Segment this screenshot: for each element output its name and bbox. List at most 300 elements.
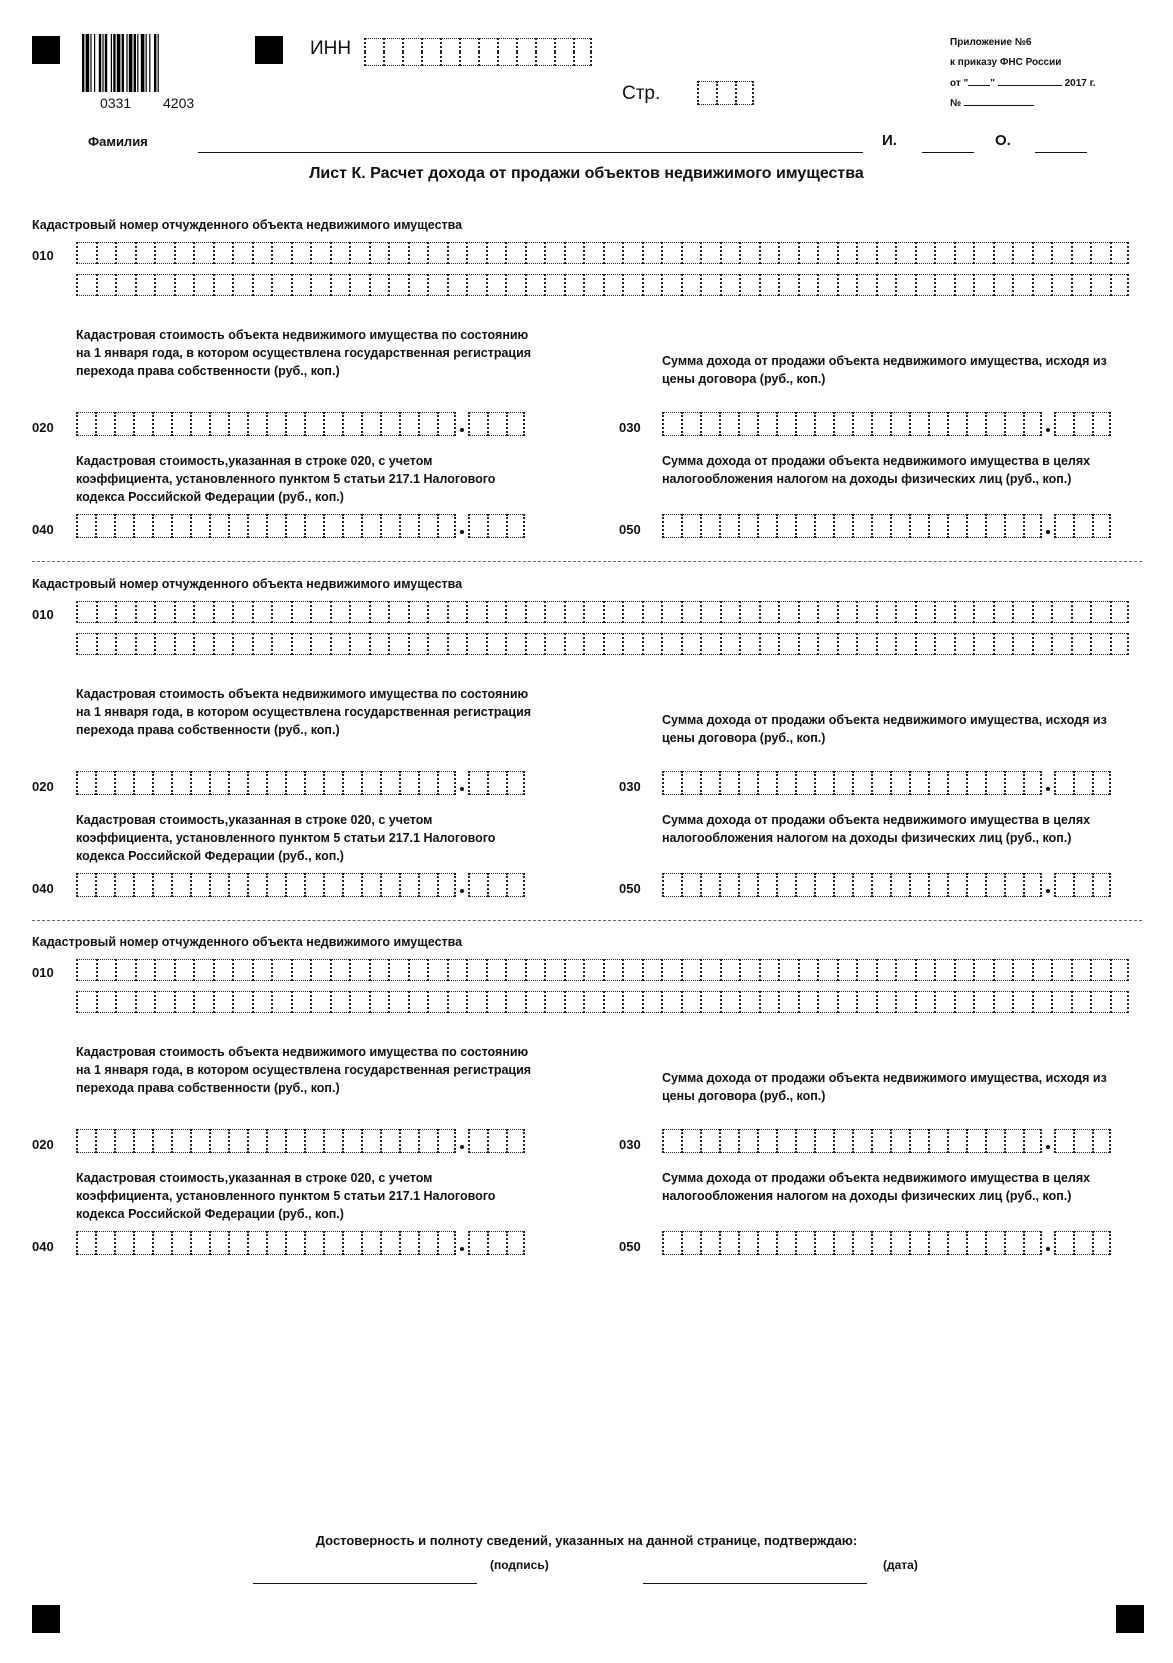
- page-number-cells[interactable]: [697, 81, 754, 105]
- cadastral-digit-cell[interactable]: [154, 274, 174, 296]
- digit-cell[interactable]: [304, 1231, 323, 1255]
- inn-digit-cell[interactable]: [573, 38, 592, 52]
- cadastral-digit-cell[interactable]: [193, 991, 213, 1013]
- cadastral-digit-cell[interactable]: [720, 991, 740, 1013]
- kopek-cell[interactable]: [487, 771, 506, 795]
- digit-cell[interactable]: [928, 771, 947, 795]
- inn-digit-cell[interactable]: [516, 38, 535, 52]
- digit-cell[interactable]: [947, 873, 966, 897]
- cadastral-digit-cell[interactable]: [603, 274, 623, 296]
- digit-cell[interactable]: [133, 873, 152, 897]
- cadastral-digit-cell[interactable]: [193, 274, 213, 296]
- digit-cell[interactable]: [1004, 771, 1023, 795]
- cadastral-digit-cell[interactable]: [564, 633, 584, 655]
- digit-cell[interactable]: [152, 1231, 171, 1255]
- cadastral-digit-cell[interactable]: [427, 274, 447, 296]
- cadastral-digit-cell[interactable]: [408, 991, 428, 1013]
- cadastral-digit-cell[interactable]: [505, 991, 525, 1013]
- cadastral-digit-cell[interactable]: [76, 242, 96, 264]
- digit-cell[interactable]: [700, 514, 719, 538]
- cadastral-digit-cell[interactable]: [525, 274, 545, 296]
- cadastral-digit-cell[interactable]: [876, 633, 896, 655]
- cadastral-digit-cell[interactable]: [1012, 242, 1032, 264]
- digit-cell[interactable]: [985, 1231, 1004, 1255]
- cadastral-digit-cell[interactable]: [954, 601, 974, 623]
- digit-cell[interactable]: [909, 412, 928, 436]
- cadastral-digit-cell[interactable]: [408, 959, 428, 981]
- digit-cell[interactable]: [133, 1231, 152, 1255]
- digit-cell[interactable]: [738, 771, 757, 795]
- digit-cell[interactable]: [361, 873, 380, 897]
- cadastral-digit-cell[interactable]: [642, 242, 662, 264]
- cadastral-digit-cell[interactable]: [525, 991, 545, 1013]
- cadastral-digit-cell[interactable]: [252, 959, 272, 981]
- digit-cell[interactable]: [738, 873, 757, 897]
- cadastral-digit-cell[interactable]: [798, 633, 818, 655]
- cadastral-digit-cell[interactable]: [96, 959, 116, 981]
- cadastral-digit-cell[interactable]: [934, 633, 954, 655]
- inn-digit-cell[interactable]: [478, 38, 497, 52]
- cadastral-digit-cell[interactable]: [252, 601, 272, 623]
- digit-cell[interactable]: [757, 1129, 776, 1153]
- cadastral-digit-cell[interactable]: [213, 242, 233, 264]
- cadastral-digit-cell[interactable]: [583, 601, 603, 623]
- cadastral-digit-cell[interactable]: [720, 633, 740, 655]
- cadastral-digit-cell[interactable]: [856, 633, 876, 655]
- kopek-cell[interactable]: [1073, 873, 1092, 897]
- cadastral-digit-cell[interactable]: [700, 274, 720, 296]
- digit-cell[interactable]: [190, 1129, 209, 1153]
- cadastral-digit-cell[interactable]: [135, 274, 155, 296]
- cadastral-digit-cell[interactable]: [876, 242, 896, 264]
- cadastral-digit-cell[interactable]: [349, 274, 369, 296]
- cadastral-digit-cell[interactable]: [135, 959, 155, 981]
- cadastral-digit-cell[interactable]: [622, 633, 642, 655]
- digit-cell[interactable]: [266, 1231, 285, 1255]
- cadastral-digit-cell[interactable]: [310, 633, 330, 655]
- cadastral-digit-cell[interactable]: [934, 242, 954, 264]
- digit-cell[interactable]: [814, 1231, 833, 1255]
- digit-cell[interactable]: [966, 873, 985, 897]
- kopek-cell[interactable]: [1073, 514, 1092, 538]
- digit-cell[interactable]: [928, 873, 947, 897]
- digit-cell[interactable]: [947, 412, 966, 436]
- cadastral-digit-cell[interactable]: [408, 633, 428, 655]
- cadastral-digit-cell[interactable]: [661, 242, 681, 264]
- cadastral-digit-cell[interactable]: [817, 274, 837, 296]
- cadastral-digit-cell[interactable]: [1012, 991, 1032, 1013]
- digit-cell[interactable]: [247, 514, 266, 538]
- digit-cell[interactable]: [95, 771, 114, 795]
- cadastral-digit-cell[interactable]: [408, 601, 428, 623]
- cadastral-digit-cell[interactable]: [271, 242, 291, 264]
- cadastral-digit-cell[interactable]: [291, 633, 311, 655]
- cadastral-digit-cell[interactable]: [700, 991, 720, 1013]
- digit-cell[interactable]: [380, 514, 399, 538]
- cadastral-digit-cell[interactable]: [466, 274, 486, 296]
- cadastral-number-cells-row2[interactable]: [76, 991, 1129, 1013]
- digit-cell[interactable]: [1023, 873, 1042, 897]
- digit-cell[interactable]: [247, 1231, 266, 1255]
- digit-cell[interactable]: [342, 771, 361, 795]
- digit-cell[interactable]: [209, 412, 228, 436]
- digit-cell[interactable]: [304, 1129, 323, 1153]
- cadastral-digit-cell[interactable]: [720, 274, 740, 296]
- cadastral-digit-cell[interactable]: [1012, 633, 1032, 655]
- digit-cell[interactable]: [833, 771, 852, 795]
- cadastral-digit-cell[interactable]: [876, 601, 896, 623]
- digit-cell[interactable]: [681, 412, 700, 436]
- digit-cell[interactable]: [152, 514, 171, 538]
- digit-cell[interactable]: [985, 873, 1004, 897]
- cadastral-digit-cell[interactable]: [564, 242, 584, 264]
- digit-cell[interactable]: [76, 771, 95, 795]
- digit-cell[interactable]: [247, 412, 266, 436]
- digit-cell[interactable]: [285, 412, 304, 436]
- cadastral-digit-cell[interactable]: [700, 633, 720, 655]
- digit-cell[interactable]: [719, 1231, 738, 1255]
- cadastral-digit-cell[interactable]: [681, 959, 701, 981]
- cadastral-digit-cell[interactable]: [915, 242, 935, 264]
- cadastral-digit-cell[interactable]: [447, 274, 467, 296]
- kopek-cell[interactable]: [487, 514, 506, 538]
- cadastral-digit-cell[interactable]: [154, 991, 174, 1013]
- cadastral-digit-cell[interactable]: [1051, 991, 1071, 1013]
- kopek-cell[interactable]: [468, 1129, 487, 1153]
- cadastral-digit-cell[interactable]: [739, 991, 759, 1013]
- digit-cell[interactable]: [95, 1231, 114, 1255]
- cadastral-digit-cell[interactable]: [135, 633, 155, 655]
- digit-cell[interactable]: [757, 771, 776, 795]
- cadastral-digit-cell[interactable]: [310, 242, 330, 264]
- cadastral-digit-cell[interactable]: [1051, 242, 1071, 264]
- cadastral-digit-cell[interactable]: [174, 601, 194, 623]
- cadastral-digit-cell[interactable]: [1090, 274, 1110, 296]
- digit-cell[interactable]: [966, 1129, 985, 1153]
- cadastral-digit-cell[interactable]: [856, 959, 876, 981]
- cadastral-digit-cell[interactable]: [700, 959, 720, 981]
- cadastral-digit-cell[interactable]: [1110, 274, 1130, 296]
- cadastral-digit-cell[interactable]: [778, 959, 798, 981]
- digit-cell[interactable]: [795, 412, 814, 436]
- cadastral-digit-cell[interactable]: [837, 274, 857, 296]
- digit-cell[interactable]: [209, 1231, 228, 1255]
- cadastral-digit-cell[interactable]: [837, 959, 857, 981]
- kopek-cell[interactable]: [506, 1129, 525, 1153]
- cadastral-digit-cell[interactable]: [798, 601, 818, 623]
- cadastral-digit-cell[interactable]: [1110, 991, 1130, 1013]
- digit-cell[interactable]: [171, 873, 190, 897]
- digit-cell[interactable]: [928, 1129, 947, 1153]
- digit-cell[interactable]: [266, 514, 285, 538]
- page-digit-cell[interactable]: [716, 81, 735, 105]
- cadastral-digit-cell[interactable]: [330, 242, 350, 264]
- digit-cell[interactable]: [304, 514, 323, 538]
- digit-cell[interactable]: [700, 412, 719, 436]
- cadastral-digit-cell[interactable]: [583, 959, 603, 981]
- digit-cell[interactable]: [890, 412, 909, 436]
- digit-cell[interactable]: [380, 412, 399, 436]
- digit-cell[interactable]: [738, 1129, 757, 1153]
- digit-cell[interactable]: [114, 873, 133, 897]
- cadastral-digit-cell[interactable]: [993, 633, 1013, 655]
- cadastral-digit-cell[interactable]: [369, 601, 389, 623]
- digit-cell[interactable]: [852, 514, 871, 538]
- digit-cell[interactable]: [285, 771, 304, 795]
- digit-cell[interactable]: [190, 873, 209, 897]
- cadastral-digit-cell[interactable]: [213, 959, 233, 981]
- digit-cell[interactable]: [757, 873, 776, 897]
- field-030-cells[interactable]: [662, 412, 1111, 436]
- field-050-cells[interactable]: [662, 873, 1111, 897]
- digit-cell[interactable]: [928, 514, 947, 538]
- inn-digit-cell[interactable]: [421, 38, 440, 52]
- cadastral-digit-cell[interactable]: [115, 633, 135, 655]
- kopek-cell[interactable]: [1092, 771, 1111, 795]
- cadastral-digit-cell[interactable]: [369, 274, 389, 296]
- cadastral-digit-cell[interactable]: [427, 959, 447, 981]
- cadastral-digit-cell[interactable]: [349, 959, 369, 981]
- digit-cell[interactable]: [323, 873, 342, 897]
- cadastral-digit-cell[interactable]: [993, 601, 1013, 623]
- kopek-cell[interactable]: [487, 1231, 506, 1255]
- cadastral-digit-cell[interactable]: [544, 242, 564, 264]
- kopek-cell[interactable]: [1073, 1129, 1092, 1153]
- cadastral-digit-cell[interactable]: [622, 242, 642, 264]
- field-040-cells[interactable]: [76, 514, 525, 538]
- cadastral-digit-cell[interactable]: [739, 633, 759, 655]
- cadastral-digit-cell[interactable]: [310, 959, 330, 981]
- cadastral-digit-cell[interactable]: [115, 274, 135, 296]
- cadastral-digit-cell[interactable]: [291, 959, 311, 981]
- cadastral-digit-cell[interactable]: [564, 959, 584, 981]
- cadastral-digit-cell[interactable]: [427, 601, 447, 623]
- digit-cell[interactable]: [871, 771, 890, 795]
- kopek-cell[interactable]: [1092, 1231, 1111, 1255]
- cadastral-digit-cell[interactable]: [895, 601, 915, 623]
- cadastral-digit-cell[interactable]: [486, 242, 506, 264]
- cadastral-digit-cell[interactable]: [1051, 633, 1071, 655]
- cadastral-digit-cell[interactable]: [895, 959, 915, 981]
- cadastral-digit-cell[interactable]: [934, 601, 954, 623]
- cadastral-digit-cell[interactable]: [817, 601, 837, 623]
- digit-cell[interactable]: [418, 771, 437, 795]
- digit-cell[interactable]: [985, 771, 1004, 795]
- cadastral-digit-cell[interactable]: [466, 633, 486, 655]
- digit-cell[interactable]: [209, 514, 228, 538]
- cadastral-digit-cell[interactable]: [388, 242, 408, 264]
- cadastral-digit-cell[interactable]: [583, 242, 603, 264]
- digit-cell[interactable]: [985, 412, 1004, 436]
- field-020-cells[interactable]: [76, 412, 525, 436]
- digit-cell[interactable]: [209, 771, 228, 795]
- digit-cell[interactable]: [399, 1129, 418, 1153]
- digit-cell[interactable]: [776, 412, 795, 436]
- cadastral-digit-cell[interactable]: [934, 959, 954, 981]
- digit-cell[interactable]: [795, 873, 814, 897]
- digit-cell[interactable]: [266, 412, 285, 436]
- digit-cell[interactable]: [152, 412, 171, 436]
- cadastral-digit-cell[interactable]: [486, 274, 506, 296]
- cadastral-number-cells-row1[interactable]: [76, 959, 1129, 981]
- digit-cell[interactable]: [776, 771, 795, 795]
- kopek-cell[interactable]: [487, 1129, 506, 1153]
- cadastral-digit-cell[interactable]: [1032, 274, 1052, 296]
- cadastral-digit-cell[interactable]: [817, 633, 837, 655]
- cadastral-digit-cell[interactable]: [1032, 242, 1052, 264]
- digit-cell[interactable]: [95, 514, 114, 538]
- cadastral-digit-cell[interactable]: [661, 601, 681, 623]
- cadastral-digit-cell[interactable]: [583, 991, 603, 1013]
- cadastral-digit-cell[interactable]: [96, 633, 116, 655]
- digit-cell[interactable]: [833, 514, 852, 538]
- digit-cell[interactable]: [1004, 1129, 1023, 1153]
- digit-cell[interactable]: [909, 771, 928, 795]
- digit-cell[interactable]: [190, 771, 209, 795]
- kopek-cell[interactable]: [1054, 514, 1073, 538]
- cadastral-digit-cell[interactable]: [681, 633, 701, 655]
- inn-digit-cell[interactable]: [459, 38, 478, 52]
- cadastral-digit-cell[interactable]: [388, 959, 408, 981]
- digit-cell[interactable]: [418, 514, 437, 538]
- field-020-cells[interactable]: [76, 1129, 525, 1153]
- digit-cell[interactable]: [814, 514, 833, 538]
- cadastral-digit-cell[interactable]: [1090, 601, 1110, 623]
- cadastral-digit-cell[interactable]: [1090, 633, 1110, 655]
- digit-cell[interactable]: [114, 1231, 133, 1255]
- cadastral-digit-cell[interactable]: [993, 242, 1013, 264]
- digit-cell[interactable]: [285, 514, 304, 538]
- cadastral-digit-cell[interactable]: [973, 601, 993, 623]
- cadastral-digit-cell[interactable]: [193, 633, 213, 655]
- cadastral-digit-cell[interactable]: [232, 242, 252, 264]
- cadastral-digit-cell[interactable]: [817, 959, 837, 981]
- cadastral-digit-cell[interactable]: [915, 601, 935, 623]
- digit-cell[interactable]: [966, 1231, 985, 1255]
- digit-cell[interactable]: [418, 873, 437, 897]
- cadastral-digit-cell[interactable]: [700, 242, 720, 264]
- cadastral-digit-cell[interactable]: [778, 991, 798, 1013]
- digit-cell[interactable]: [738, 514, 757, 538]
- digit-cell[interactable]: [228, 1231, 247, 1255]
- cadastral-digit-cell[interactable]: [349, 633, 369, 655]
- cadastral-digit-cell[interactable]: [525, 633, 545, 655]
- patronymic-initial-field[interactable]: [1035, 152, 1087, 153]
- digit-cell[interactable]: [719, 412, 738, 436]
- digit-cell[interactable]: [890, 873, 909, 897]
- cadastral-digit-cell[interactable]: [232, 633, 252, 655]
- cadastral-digit-cell[interactable]: [739, 959, 759, 981]
- digit-cell[interactable]: [852, 1129, 871, 1153]
- digit-cell[interactable]: [323, 514, 342, 538]
- digit-cell[interactable]: [152, 771, 171, 795]
- digit-cell[interactable]: [171, 771, 190, 795]
- digit-cell[interactable]: [662, 514, 681, 538]
- cadastral-digit-cell[interactable]: [330, 633, 350, 655]
- surname-field[interactable]: [198, 152, 863, 153]
- cadastral-digit-cell[interactable]: [622, 991, 642, 1013]
- cadastral-digit-cell[interactable]: [525, 242, 545, 264]
- cadastral-digit-cell[interactable]: [330, 959, 350, 981]
- cadastral-digit-cell[interactable]: [759, 274, 779, 296]
- inn-digit-cell[interactable]: [440, 38, 459, 52]
- cadastral-digit-cell[interactable]: [232, 991, 252, 1013]
- digit-cell[interactable]: [890, 1129, 909, 1153]
- kopek-cell[interactable]: [1073, 771, 1092, 795]
- cadastral-digit-cell[interactable]: [759, 242, 779, 264]
- digit-cell[interactable]: [323, 1129, 342, 1153]
- cadastral-digit-cell[interactable]: [876, 959, 896, 981]
- cadastral-digit-cell[interactable]: [271, 991, 291, 1013]
- cadastral-digit-cell[interactable]: [310, 601, 330, 623]
- digit-cell[interactable]: [152, 1129, 171, 1153]
- digit-cell[interactable]: [700, 1231, 719, 1255]
- cadastral-digit-cell[interactable]: [154, 959, 174, 981]
- cadastral-digit-cell[interactable]: [642, 959, 662, 981]
- digit-cell[interactable]: [871, 873, 890, 897]
- cadastral-digit-cell[interactable]: [466, 242, 486, 264]
- digit-cell[interactable]: [1004, 873, 1023, 897]
- cadastral-digit-cell[interactable]: [96, 242, 116, 264]
- cadastral-digit-cell[interactable]: [661, 991, 681, 1013]
- cadastral-digit-cell[interactable]: [895, 991, 915, 1013]
- cadastral-digit-cell[interactable]: [993, 959, 1013, 981]
- digit-cell[interactable]: [323, 1231, 342, 1255]
- cadastral-digit-cell[interactable]: [135, 242, 155, 264]
- cadastral-digit-cell[interactable]: [564, 991, 584, 1013]
- cadastral-digit-cell[interactable]: [954, 959, 974, 981]
- kopek-cell[interactable]: [468, 771, 487, 795]
- cadastral-digit-cell[interactable]: [661, 633, 681, 655]
- cadastral-digit-cell[interactable]: [876, 274, 896, 296]
- cadastral-digit-cell[interactable]: [1032, 991, 1052, 1013]
- cadastral-digit-cell[interactable]: [486, 633, 506, 655]
- field-050-cells[interactable]: [662, 514, 1111, 538]
- cadastral-digit-cell[interactable]: [193, 959, 213, 981]
- kopek-cell[interactable]: [1073, 1231, 1092, 1255]
- digit-cell[interactable]: [190, 514, 209, 538]
- digit-cell[interactable]: [285, 873, 304, 897]
- digit-cell[interactable]: [700, 771, 719, 795]
- cadastral-digit-cell[interactable]: [505, 959, 525, 981]
- cadastral-digit-cell[interactable]: [135, 601, 155, 623]
- cadastral-digit-cell[interactable]: [76, 959, 96, 981]
- cadastral-digit-cell[interactable]: [544, 991, 564, 1013]
- cadastral-digit-cell[interactable]: [388, 601, 408, 623]
- inn-digit-cell[interactable]: [364, 38, 383, 52]
- digit-cell[interactable]: [757, 514, 776, 538]
- digit-cell[interactable]: [719, 514, 738, 538]
- cadastral-digit-cell[interactable]: [739, 601, 759, 623]
- digit-cell[interactable]: [437, 1129, 456, 1153]
- digit-cell[interactable]: [76, 1231, 95, 1255]
- cadastral-digit-cell[interactable]: [427, 633, 447, 655]
- cadastral-digit-cell[interactable]: [973, 991, 993, 1013]
- cadastral-digit-cell[interactable]: [369, 991, 389, 1013]
- cadastral-digit-cell[interactable]: [76, 991, 96, 1013]
- digit-cell[interactable]: [95, 412, 114, 436]
- digit-cell[interactable]: [719, 1129, 738, 1153]
- cadastral-digit-cell[interactable]: [993, 274, 1013, 296]
- digit-cell[interactable]: [171, 514, 190, 538]
- digit-cell[interactable]: [266, 771, 285, 795]
- cadastral-digit-cell[interactable]: [330, 601, 350, 623]
- digit-cell[interactable]: [418, 1129, 437, 1153]
- cadastral-digit-cell[interactable]: [954, 991, 974, 1013]
- cadastral-digit-cell[interactable]: [291, 991, 311, 1013]
- digit-cell[interactable]: [228, 514, 247, 538]
- signature-field[interactable]: [253, 1583, 477, 1584]
